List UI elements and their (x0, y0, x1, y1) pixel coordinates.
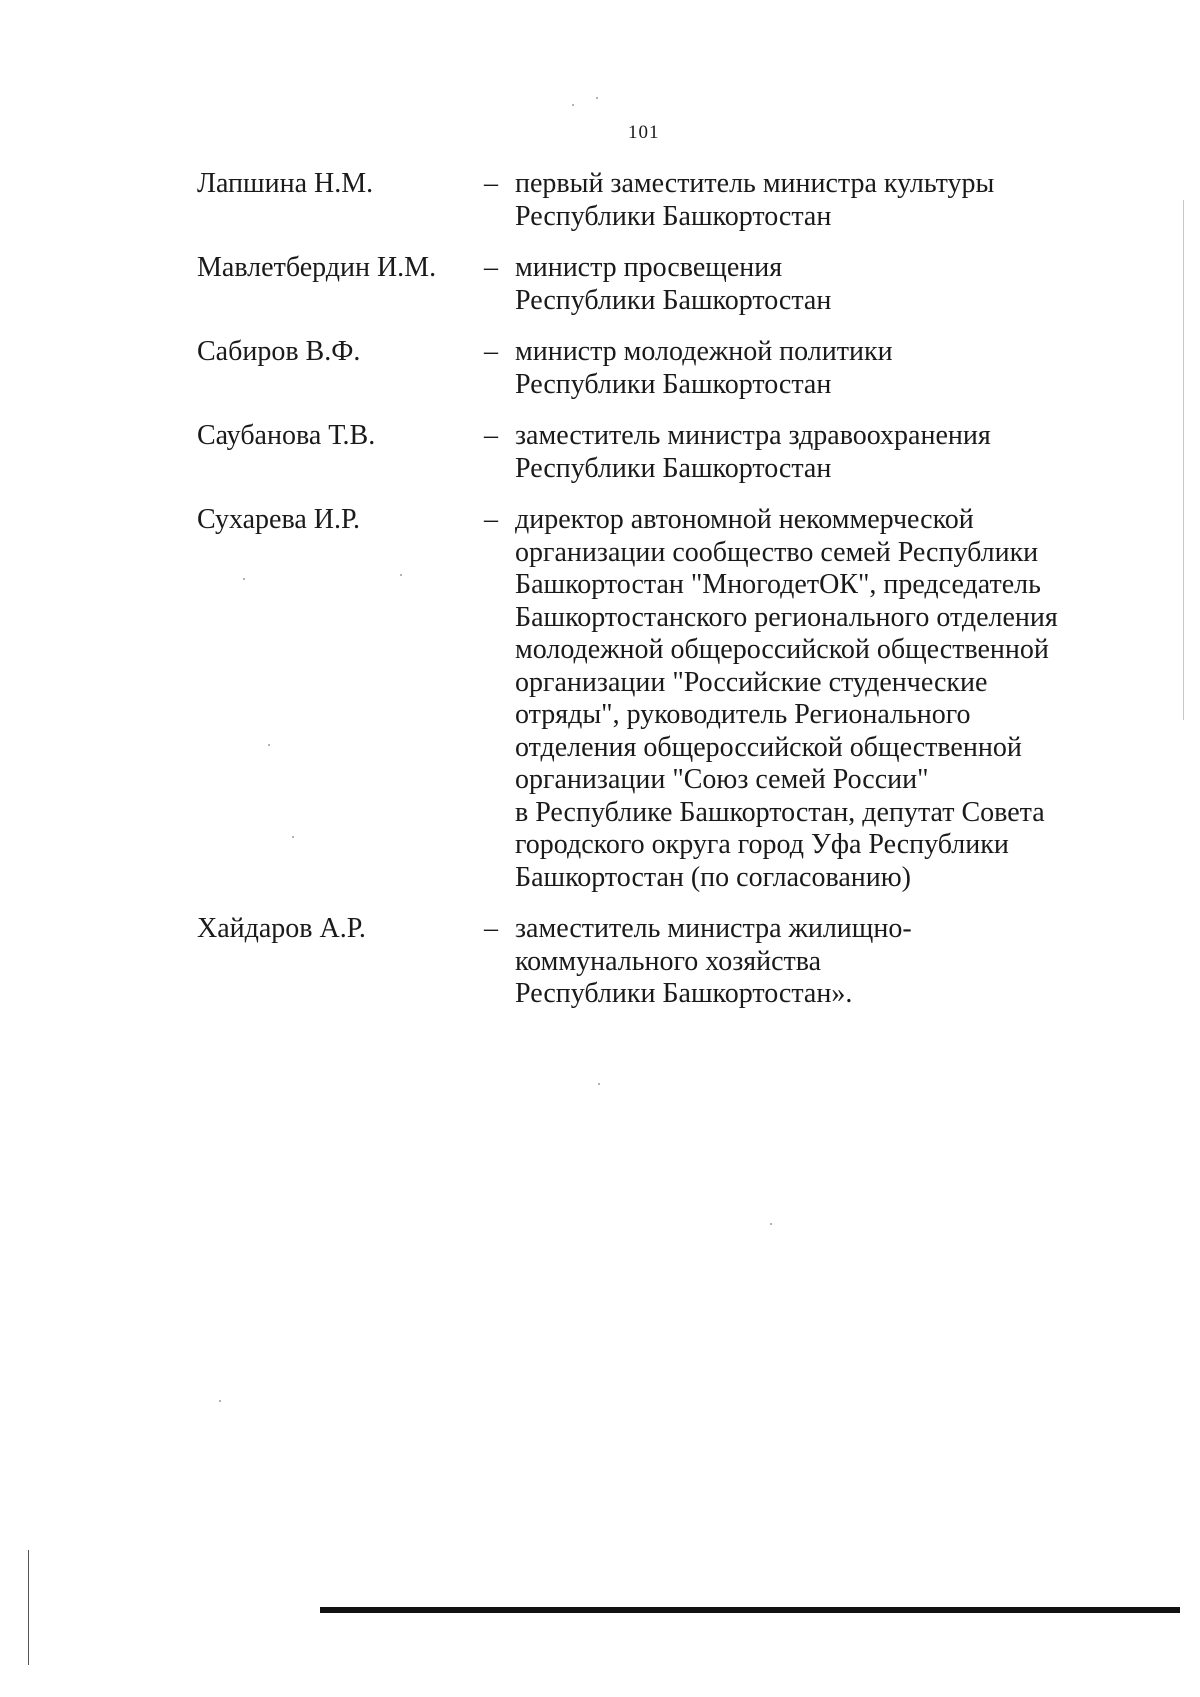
member-position (515, 913, 1107, 1011)
position-line: министр просвещения (515, 252, 783, 283)
separator-dash: – (484, 168, 498, 199)
member-position (515, 336, 1107, 401)
position-line: городского округа город Уфа Республики (515, 829, 1009, 860)
scan-speck (596, 97, 598, 99)
position-line: организации сообщество семей Республики (515, 536, 1039, 568)
member-position (515, 252, 1107, 317)
separator-dash: – (484, 252, 498, 283)
position-line: Республики Башкортостан (515, 452, 832, 484)
position-line: Башкортостан "МногодетОК", председатель (515, 569, 1041, 600)
scan-speck (243, 578, 245, 580)
separator-dash: – (484, 336, 498, 367)
member-name: Сабиров В.Ф. (197, 336, 361, 367)
scan-speck (770, 1223, 772, 1225)
position-line: Республики Башкортостан (515, 284, 832, 316)
member-entry (197, 336, 1107, 401)
left-margin-mark (28, 1550, 29, 1665)
position-line: Республики Башкортостан». (515, 978, 853, 1009)
separator-dash: – (484, 913, 498, 944)
position-line: заместитель министра здравоохранения (515, 420, 991, 451)
member-entry (197, 252, 1107, 317)
position-line: молодежной общероссийской общественной (515, 634, 1049, 665)
member-name: Саубанова Т.В. (197, 420, 376, 451)
member-entry (197, 168, 1107, 233)
position-line: в Республике Башкортостан, депутат Совета (515, 796, 1045, 828)
members-list (197, 168, 1107, 1030)
member-entry (197, 504, 1107, 894)
position-line: директор автономной некоммерческой (515, 504, 974, 535)
scan-speck (400, 574, 402, 576)
member-position (515, 420, 1107, 485)
position-line: коммунального хозяйства (515, 945, 822, 977)
member-name: Хайдаров А.Р. (197, 913, 366, 944)
member-entry (197, 913, 1107, 1011)
position-line: организации "Российские студенческие (515, 666, 988, 698)
position-line: отряды", руководитель Регионального (515, 699, 971, 730)
separator-dash: – (484, 420, 498, 451)
member-name: Сухарева И.Р. (197, 504, 361, 535)
position-line: организации "Союз семей России" (515, 764, 929, 795)
member-entry (197, 420, 1107, 485)
scan-speck (292, 836, 294, 838)
position-line: Республики Башкортостан (515, 368, 832, 400)
scan-speck (598, 1083, 600, 1085)
right-edge-mark (1183, 200, 1184, 720)
member-name: Мавлетбердин И.М. (197, 252, 437, 283)
position-line: Башкортостан (по согласованию) (515, 861, 911, 893)
position-line: министр молодежной политики (515, 336, 893, 367)
separator-dash: – (484, 504, 498, 535)
scan-speck (572, 104, 574, 106)
position-line: заместитель министра жилищно- (515, 913, 912, 944)
bottom-rule (320, 1607, 1180, 1613)
member-position (515, 168, 1107, 233)
page-number: 101 (628, 122, 660, 143)
position-line: отделения общероссийской общественной (515, 731, 1022, 763)
position-line: Республики Башкортостан (515, 200, 832, 232)
member-name: Лапшина Н.М. (197, 168, 374, 199)
member-position (515, 504, 1107, 894)
scan-speck (268, 744, 270, 746)
scan-speck (219, 1400, 221, 1402)
position-line: Башкортостанского регионального отделения (515, 601, 1058, 633)
position-line: первый заместитель министра культуры (515, 168, 995, 199)
